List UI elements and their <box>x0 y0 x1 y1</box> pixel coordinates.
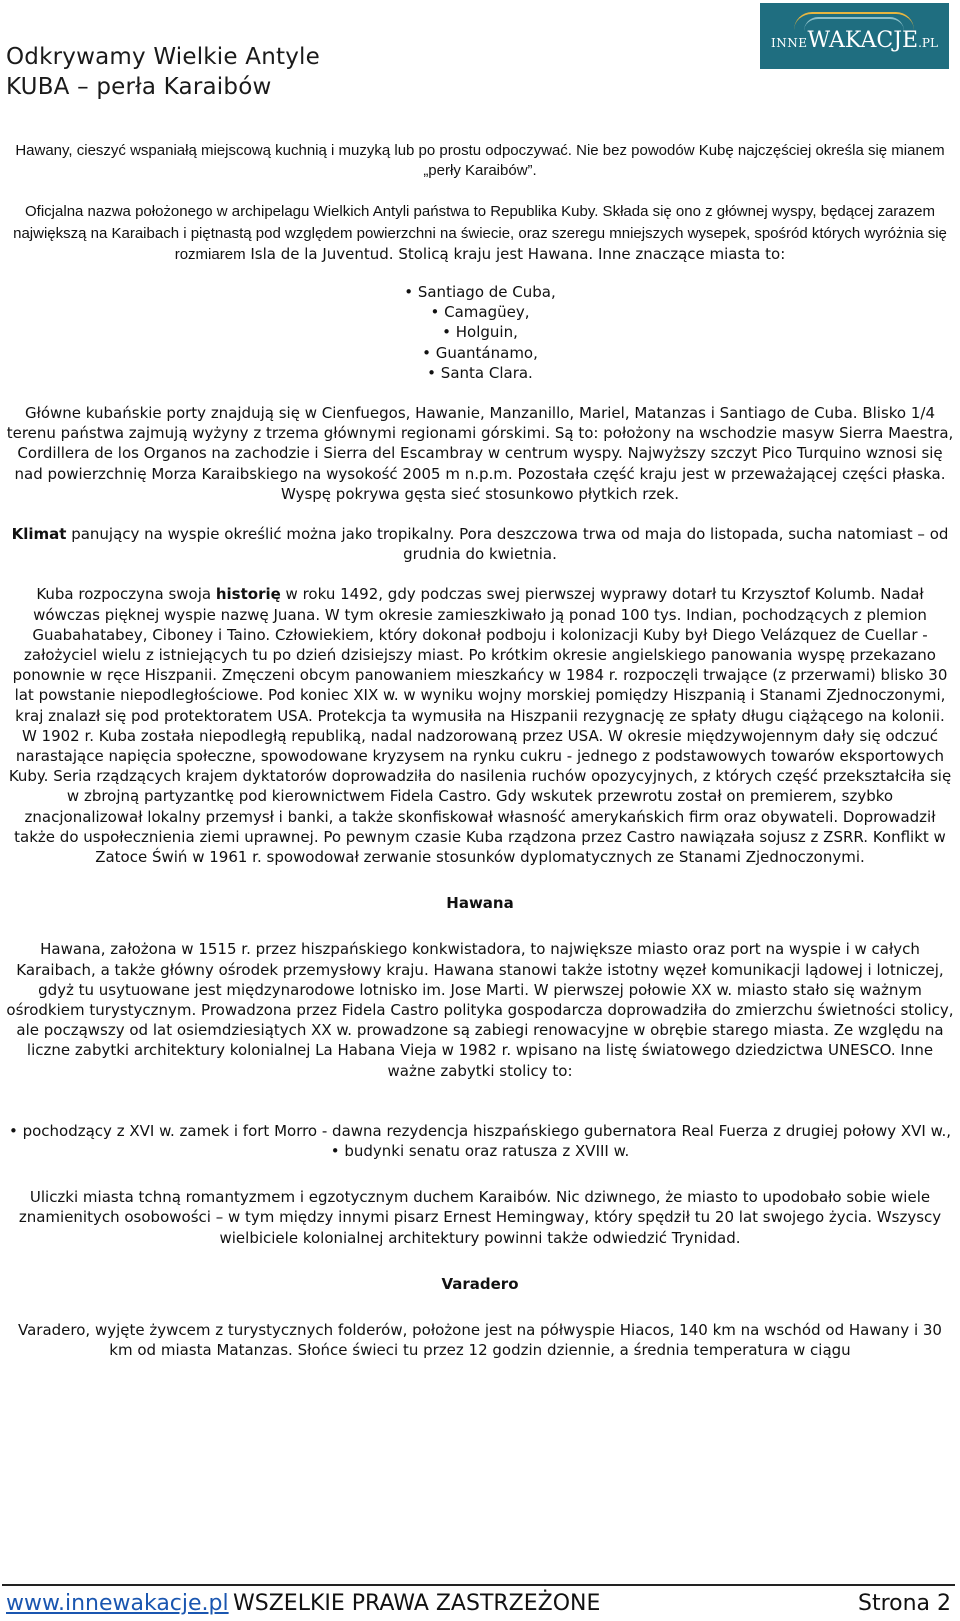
paragraph-intro: Hawany, cieszyć wspaniałą miejscową kuchnią i muzyką lub po prostu odpoczywać. Nie bez powodów Kubę najczęściej określa się mianem „perły Karaibów”. <box>15 142 945 180</box>
history-text: w roku 1492, gdy podczas swej pierwszej wyprawy dotarł tu Krzysztof Kolumb. Nadał wówczas pięknej wyspie nazwę Juana. W tym okresie zamieszkiwało ją ponad 100 tys. Indian, pochodzących z plemion Guabahatabey, Ciboney i Taino. Człowiekiem, który dokonał podboju i kolonizacji Kuby był Diego Velázquez de Cuellar - założyciel wielu z istniejących tu po dzień dzisiejszy miast. Po krótkim okresie angielskiego panowania wyspę przekazano ponownie w ręce Hiszpanii. Zmęczeni obcym panowaniem mieszkańcy w 1984 r. rozpoczęli trwające (z przerwami) blisko 30 lat powstanie niepodległościowe. Pod koniec XIX w. w wyniku wojny morskiej pomiędzy Hiszpanią i Stanami Zjednoczonymi, kraj znalazł się pod protektoratem USA. Protekcja ta wymusiła na Hiszpanii rezygnację ze spłaty długu ciążącego na kolonii. W 1902 r. Kuba została niepodległą republiką, nadal nadzorowaną przez USA. W okresie międzywojennym dały się odczuć narastające napięcia społeczne, spowodowane kryzysem na rynku cukru - jednego z podstawowych towarów eksportowych Kuby. Seria rządzących krajem dyktatorów doprowadziła do nasilenia ruchów opozycyjnych, z których część przekształciła się w zbrojną partyzantkę pod kierownictwem Fidela Castro. Gdy wskutek przewrotu został on premierem, szybko znacjonalizował lokalny przemysł i banki, a także skonfiskował własność amerykańskich firm oraz obywateli. Doprowadził także do uspołecznienia ziemi uprawnej. Po pewnym czasie Kuba rządzona przez Castro nawiązała sojusz z ZSRR. Konflikt w Zatoce Świń w 1961 r. spowodował zerwanie stosunków dyplomatycznych ze Stanami Zjednoczonymi. <box>8 585 952 867</box>
website-link[interactable]: www.innewakacje.pl <box>6 1591 229 1616</box>
list-item: • budynki senatu oraz ratusza z XVIII w. <box>0 1141 960 1161</box>
paragraph-official-name-b: Isla de la Juventud. Stolicą kraju jest Hawana. Inne znaczące miasta to: <box>245 244 786 263</box>
logo-text-inne: INNE <box>771 35 808 50</box>
innewakacje-logo[interactable] <box>760 3 949 69</box>
paragraph-geography: Główne kubańskie porty znajdują się w Cienfuegos, Hawanie, Manzanillo, Mariel, Matanzas i Santiago de Cuba. Blisko 1/4 terenu państwa zajmują wyżyny z trzema głównymi regionami górskimi. Są to: położony na wschodzie masyw Sierra Maestra, Cordillera de los Organos na zachodzie i Sierra del Escambray w centrum wyspy. Najwyższy szczyt Pico Turquino wznosi się nad powierzchnię Morza Karaibskiego na wysokość 2005 m n.p.m. Pozostała część kraju jest w przeważającej części płaska. Wyspę pokrywa gęsta sieć stosunkowo płytkich rzek. <box>6 404 954 503</box>
paragraph-history <box>0 584 960 867</box>
logo-text-wakacje: WAKACJE <box>807 27 919 53</box>
paragraph-streets: Uliczki miasta tchną romantyzmem i egzotycznym duchem Karaibów. Nic dziwnego, że miasto to upodobało sobie wiele znamienitych osobowości – w tym między innymi pisarz Ernest Hemingway, który spędził tu 20 lat swojego życia. Wszyscy wielbiciele kolonialnej architektury powinni także odwiedzić Trynidad. <box>18 1188 942 1247</box>
list-item: • Camagüey, <box>0 302 960 322</box>
paragraph-official-name <box>0 201 960 265</box>
logo-wordmark <box>771 28 938 53</box>
list-item: • Santiago de Cuba, <box>0 282 960 302</box>
document-title: Odkrywamy Wielkie Antyle <box>6 44 320 70</box>
list-item: • Guantánamo, <box>0 343 960 363</box>
section-heading-hawana: Hawana <box>446 894 514 913</box>
document-subtitle: KUBA – perła Karaibów <box>6 74 272 100</box>
page-header <box>0 0 960 120</box>
footer-divider <box>2 1584 955 1586</box>
page-number: Strona 2 <box>858 1591 952 1616</box>
cities-list <box>0 282 960 383</box>
logo-text-pl: .PL <box>918 35 938 50</box>
paragraph-climate <box>0 524 960 564</box>
paragraph-hawana: Hawana, założona w 1515 r. przez hiszpańskiego konkwistadora, to największe miasto oraz port na wyspie i w całych Karaibach, a także główny ośrodek przemysłowy kraju. Hawana stanowi także istotny węzeł komunikacji lądowej i lotniczej, gdyż tu usytuowane jest międzynarodowe lotnisko im. Jose Marti. W pierwszej połowie XX w. miasto stało się ważnym ośrodkiem turystycznym. Prowadzona przez Fidela Castro polityka gospodarcza doprowadziła do zmierzchu świetności stolicy, ale począwszy od lat osiemdziesiątych XX w. prowadzone są zabiegi renowacyjne w obrębie starego miasta. Ze względu na liczne zabytki architektury kolonialnej La Habana Vieja w 1982 r. wpisano na listę światowego dziedzictwa UNESCO. Inne ważne zabytki stolicy to: <box>6 940 954 1080</box>
monuments-list <box>0 1121 960 1161</box>
climate-keyword: Klimat <box>11 525 67 544</box>
list-item: • Santa Clara. <box>0 363 960 383</box>
history-keyword: historię <box>215 585 281 604</box>
list-item: • Holguin, <box>0 322 960 342</box>
section-heading-varadero: Varadero <box>441 1274 519 1293</box>
paragraph-varadero: Varadero, wyjęte żywcem z turystycznych folderów, położone jest na półwyspie Hiacos, 140 km na wschód od Hawany i 30 km od miasta Matanzas. Słońce świeci tu przez 12 godzin dziennie, a średnia temperatura w ciągu <box>18 1320 942 1359</box>
page-footer <box>0 1580 960 1621</box>
list-item: • pochodzący z XVI w. zamek i fort Morro - dawna rezydencja hiszpańskiego gubernatora Real Fuerza z drugiej połowy XVI w., <box>0 1121 960 1141</box>
paragraph-official-name-a: Oficjalna nazwa położonego w archipelagu Wielkich Antyli państwa to Republika Kuby. Składa się ono z głównej wyspy, będącej zarazem największą na Karaibach i piętnastą pod względem powierzchni na świecie, oraz szeregu mniejszych wysepek, spośród których wyróżnia się rozmiarem <box>13 203 947 263</box>
climate-text: panujący na wyspie określić można jako tropikalny. Pora deszczowa trwa od maja do listopada, sucha natomiast – od grudnia do kwietnia. <box>66 525 949 564</box>
history-pre: Kuba rozpoczyna swoja <box>36 585 216 604</box>
copyright-notice: WSZELKIE PRAWA ZASTRZEŻONE <box>233 1591 601 1616</box>
document-body <box>0 141 960 1360</box>
